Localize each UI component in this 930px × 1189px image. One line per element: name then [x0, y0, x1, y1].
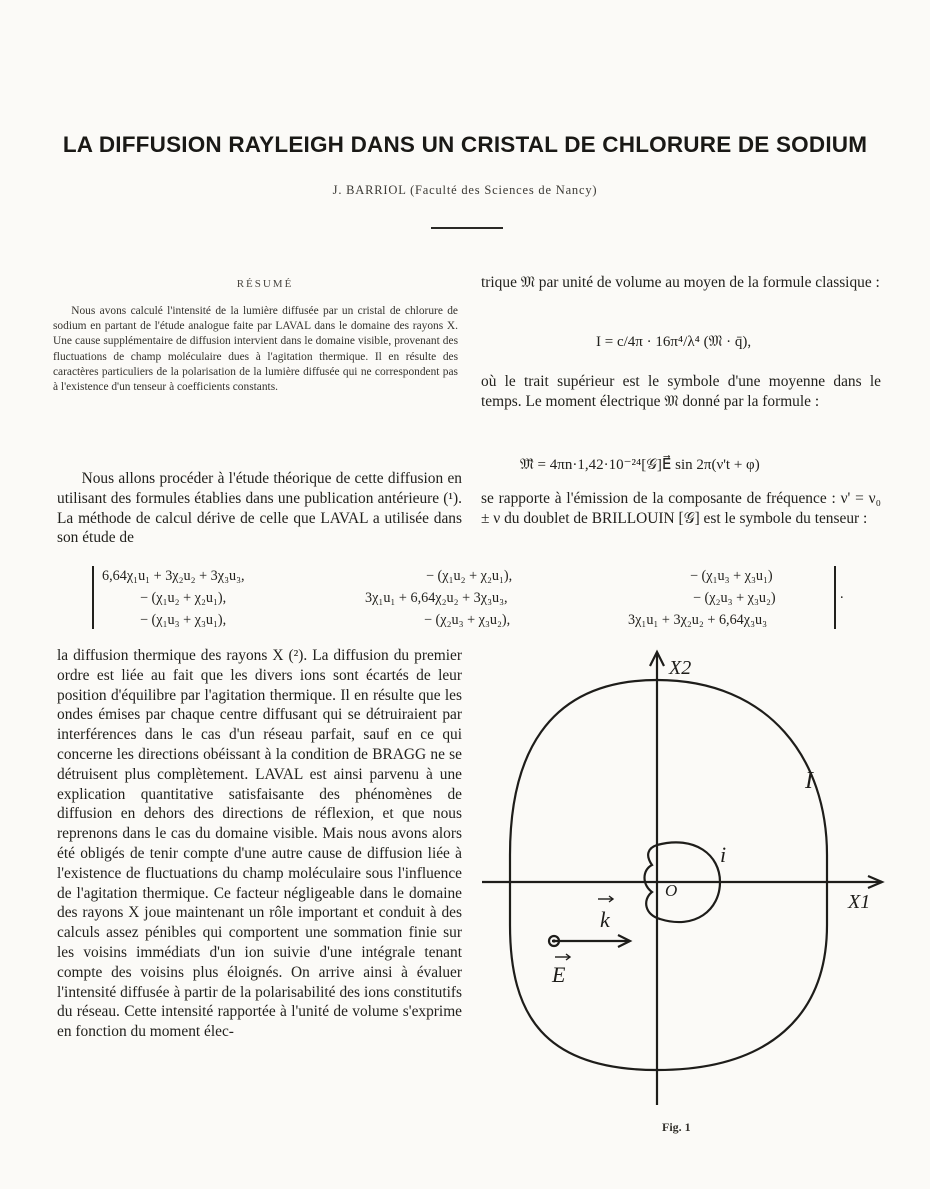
- matrix-cell: − (χ₁u₂ + χ₂u₁),: [426, 568, 513, 584]
- body-paragraph-right-3: se rapporte à l'émission de la composante de fréquence : ν' = ν₀ ± ν du doublet de BRILLOUIN [𝒢] est le symbole du tenseur :: [481, 490, 881, 527]
- matrix-cell: 6,64χ₁u₁ + 3χ₂u₂ + 3χ₃u₃,: [102, 568, 245, 584]
- intensity-curve-I: [510, 680, 827, 1070]
- origin-label: O: [665, 881, 678, 900]
- body-paragraph-right-2: où le trait supérieur est le symbole d'une moyenne dans le temps. Le moment électrique 𝔐 donné par la formule :: [481, 373, 881, 410]
- author-line: J. BARRIOL (Faculté des Sciences de Nancy): [332, 183, 598, 197]
- body-paragraph-1: Nous allons procéder à l'étude théorique de cette diffusion en utilisant des formules établies dans une publication antérieure (¹). La méthode de calcul dérive de celle que LAVAL a utilisée dans son étude de: [57, 470, 462, 547]
- moment-formula: 𝔐⃗ = 4πn·1,42·10⁻²⁴[𝒢]E⃗ sin 2π(ν't + φ): [520, 457, 760, 473]
- matrix-trailing-period: .: [840, 586, 844, 602]
- figure-1-diagram: [470, 640, 900, 1120]
- figure-caption: Fig. 1: [662, 1120, 691, 1134]
- matrix-cell: 3χ₁u₁ + 6,64χ₂u₂ + 3χ₃u₃,: [365, 590, 508, 606]
- matrix-cell: − (χ₁u₃ + χ₃u₁): [690, 568, 773, 584]
- resume-heading: RÉSUMÉ: [236, 278, 294, 290]
- matrix-cell: − (χ₂u₃ + χ₃u₂),: [424, 612, 511, 628]
- body-paragraph-2: la diffusion thermique des rayons X (²). La diffusion du premier ordre est liée au fait que les divers ions sont écartés de leur position d'équilibre par l'agitation thermique. Il en résulte que les ondes émises par chaque centre diffusant qui se détruiraient par interférences dans le cas d'un réseau parfait, sauf en ce qui concerne les directions obéissant à la condition de BRAGG ne se détruisent plus complètement. LAVAL est ainsi parvenu à une explication quantitative satisfaisante des phénomènes de diffusion en dehors des directions de réflexion, et que nous reprenons dans le cas du domaine visible. Mais nous avons alors été obligés de tenir compte d'une autre cause de diffusion liée à l'existence de fluctuations du champ moléculaire sous l'influence de l'agitation thermique. Ce facteur négligeable dans le domaine des rayons X joue maintenant un rôle important et conduit à des calculs assez pénibles qui comportent une sommation finie sur les voisins immédiats d'un ion suivie d'une intégrale tenant compte des voisins plus éloignés. On arrive ainsi à évaluer l'intensité diffusée à partir de la polarisabilité des ions constitutifs du réseau. Cette intensité rapportée à l'unité de volume s'exprime en fonction du moment élec-: [57, 647, 462, 1041]
- matrix-right-bar: [834, 566, 836, 629]
- matrix-cell: − (χ₂u₃ + χ₃u₂): [693, 590, 776, 606]
- intensity-formula: I = c/4π · 16π⁴/λ⁴ (𝔐 · q̄),: [596, 334, 752, 350]
- curve-i-label: i: [720, 842, 727, 867]
- x1-label: X1: [848, 891, 871, 913]
- matrix-cell: − (χ₁u₂ + χ₂u₁),: [140, 590, 227, 606]
- body-paragraph-right-1: trique 𝔐 par unité de volume au moyen de la formule classique :: [481, 274, 880, 291]
- matrix-cell: − (χ₁u₃ + χ₃u₁),: [140, 612, 227, 628]
- k-vector-label: k: [600, 907, 610, 932]
- matrix-cell: 3χ₁u₁ + 3χ₂u₂ + 6,64χ₃u₃: [628, 612, 768, 628]
- x2-label: X2: [669, 657, 692, 679]
- curve-I-label: I: [805, 768, 813, 794]
- article-title: LA DIFFUSION RAYLEIGH DANS UN CRISTAL DE CHLORURE DE SODIUM: [62, 132, 868, 157]
- matrix-left-bar: [92, 566, 94, 629]
- title-divider: [431, 227, 503, 229]
- resume-text: Nous avons calculé l'intensité de la lumière diffusée par un cristal de chlorure de sodium en partant de l'étude analogue faite par LAVAL dans le domaine des rayons X. Une cause supplémentaire de diffusion intervient dans le domaine visible, provenant des fluctuations de champ moléculaire dues à l'agitation thermique. Il en résulte des caractères particuliers de la polarisation de la lumière diffusée qui ne correspondent pas à l'existence d'un tenseur à coefficients constants.: [53, 305, 458, 394]
- e-vector-label: E: [552, 962, 566, 987]
